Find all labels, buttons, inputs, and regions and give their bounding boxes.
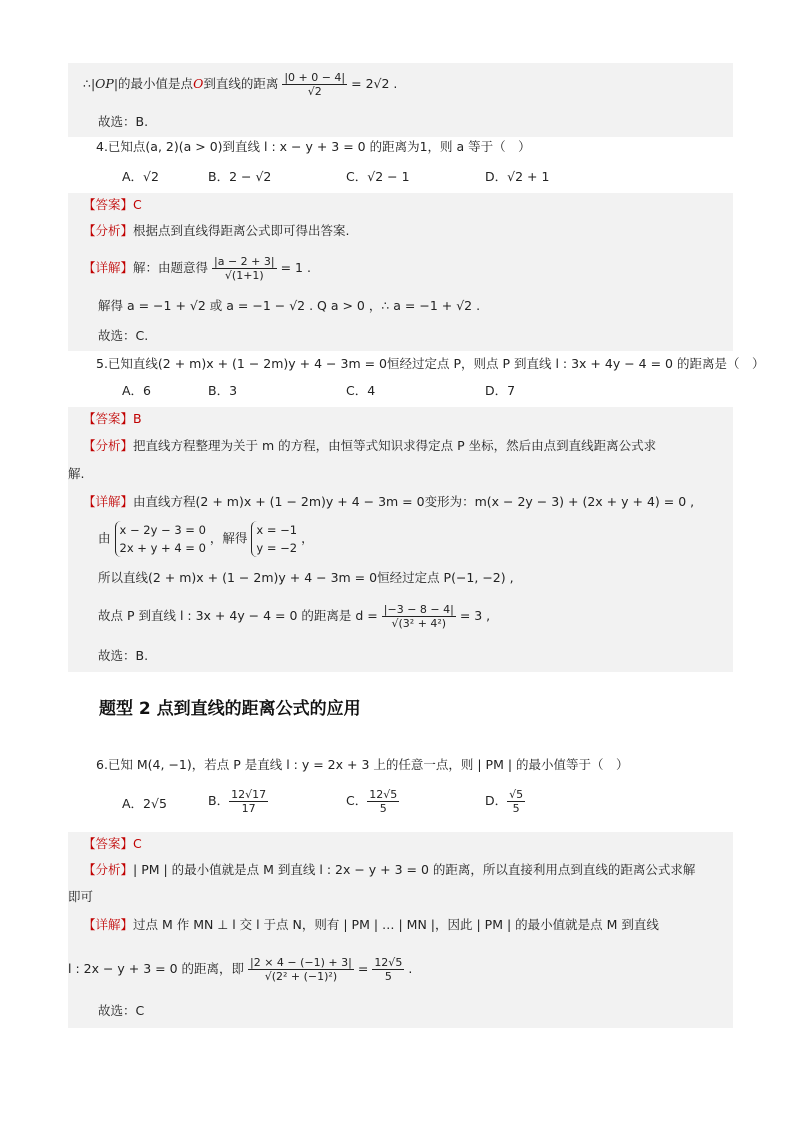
q4-answer: 【答案】C [83, 197, 142, 212]
solution-system: x = −1 y = −2 [251, 521, 297, 557]
q6-detail-2: l : 2x − y + 3 = 0 的距离，即 $\frac{|2 \times 4 - (-1) + 3|}{\text{√(2² + (−1)²)}}$ = $\frac{12√5}{5}$ . [68, 956, 413, 983]
solution-block-prev [68, 63, 733, 137]
q6-option-d-fraction: $\frac{√5}{5}$ [509, 788, 524, 815]
q6-option-c-fraction: $\frac{12√5}{5}$ [369, 788, 398, 815]
q5-option-c: C．4 [346, 383, 376, 398]
q6-analysis-2: 即可 [68, 889, 94, 904]
q4-option-d: D．√2 + 1 [485, 169, 550, 184]
q5-analysis-1: 【分析】把直线方程整理为关于 m 的方程，由恒等式知识求得定点 P 坐标，然后由点到直线距离公式求 [83, 438, 657, 453]
choose-answer: 故选：B. [98, 114, 149, 129]
q4-choose: 故选：C. [98, 328, 149, 343]
system-of-equations: x − 2y − 3 = 0 2x + y + 4 = 0 [115, 521, 206, 557]
q5-answer: 【答案】B [83, 411, 142, 426]
q5-detail-3: 所以直线(2 + m)x + (1 − 2m)y + 4 − 3m = 0恒经过定点 P(−1, −2) , [98, 570, 514, 585]
q5-option-d: D．7 [485, 383, 516, 398]
q6-result-fraction: $\frac{12√5}{5}$ [374, 956, 403, 983]
q5-choose: 故选：B. [98, 648, 149, 663]
q4-detail-fraction: $\frac{|a - 2 + 3|}{√(1+1)}$ [214, 255, 275, 282]
q5-detail-1: 【详解】由直线方程(2 + m)x + (1 − 2m)y + 4 − 3m = 0变形为：m(x − 2y − 3) + (2x + y + 4) = 0 , [83, 494, 695, 509]
q6-answer: 【答案】C [83, 836, 142, 851]
q6-option-b-fraction: $\frac{12√17}{17}$ [231, 788, 267, 815]
q6-option-b: B． $\frac{12√17}{17}$ [208, 788, 267, 815]
q6-distance-fraction: $\frac{|2 \times 4 - (-1) + 3|}{\text{√(2² + (−1)²)}}$ [250, 956, 352, 983]
q5-detail-4: 故点 P 到直线 l : 3x + 4y − 4 = 0 的距离是 d = $\frac{|-3 - 8 - 4|}{\text{√(3² + 4²)}}$ = 3 , [98, 603, 491, 630]
q4-option-a: A．√2 [122, 169, 159, 184]
solution-block-q4 [68, 193, 733, 351]
question-4-stem: 4.已知点(a, 2)(a > 0)到直线 l : x − y + 3 = 0 的距离为1，则 a 等于（ ） [96, 139, 531, 154]
q5-option-a: A．6 [122, 383, 152, 398]
question-5-stem: 5.已知直线(2 + m)x + (1 − 2m)y + 4 − 3m = 0恒经过定点 P，则点 P 到直线 l : 3x + 4y − 4 = 0 的距离是（ ） [96, 356, 765, 371]
min-op-line: ∴|OP|的最小值是点O到直线的距离 $\frac{|0 + 0 - 4|}{√2}$ = 2√2 . [83, 71, 398, 98]
solution-block-q5 [68, 407, 733, 672]
q6-option-a: A．2√5 [122, 796, 167, 811]
q4-option-c: C．√2 − 1 [346, 169, 410, 184]
section-heading: 题型 2 点到直线的距离公式的应用 [99, 699, 361, 719]
q6-detail-1: 【详解】过点 M 作 MN ⊥ l 交 l 于点 N，则有 | PM | … | MN |，因此 | PM | 的最小值就是点 M 到直线 [83, 917, 659, 932]
q4-analysis: 【分析】根据点到直线得距离公式即可得出答案. [83, 223, 350, 238]
question-6-stem: 6.已知 M(4, −1)，若点 P 是直线 l : y = 2x + 3 上的任意一点，则 | PM | 的最小值等于（ ） [96, 757, 629, 772]
distance-fraction: $\frac{|0 + 0 - 4|}{√2}$ [284, 71, 346, 98]
q4-option-b: B．2 − √2 [208, 169, 272, 184]
q5-analysis-2: 解. [68, 466, 85, 481]
q6-analysis-1: 【分析】| PM | 的最小值就是点 M 到直线 l : 2x − y + 3 = 0 的距离，所以直接利用点到直线的距离公式求解 [83, 862, 696, 877]
q4-solve: 解得 a = −1 + √2 或 a = −1 − √2 . Q a > 0 ，∴ a = −1 + √2 . [98, 298, 481, 313]
q5-detail-2: 由 x − 2y − 3 = 0 2x + y + 4 = 0 ，解得 x = −1 y = −2 ， [98, 523, 314, 555]
q4-detail: 【详解】解：由题意得 $\frac{|a - 2 + 3|}{√(1+1)}$ = 1 . [83, 255, 311, 282]
q6-choose: 故选：C [98, 1003, 145, 1018]
q6-option-c: C． $\frac{12√5}{5}$ [346, 788, 398, 815]
q5-option-b: B．3 [208, 383, 238, 398]
q5-distance-fraction: $\frac{|-3 - 8 - 4|}{\text{√(3² + 4²)}}$ [383, 603, 454, 630]
q6-option-d: D． $\frac{√5}{5}$ [485, 788, 524, 815]
solution-block-q6 [68, 832, 733, 1028]
